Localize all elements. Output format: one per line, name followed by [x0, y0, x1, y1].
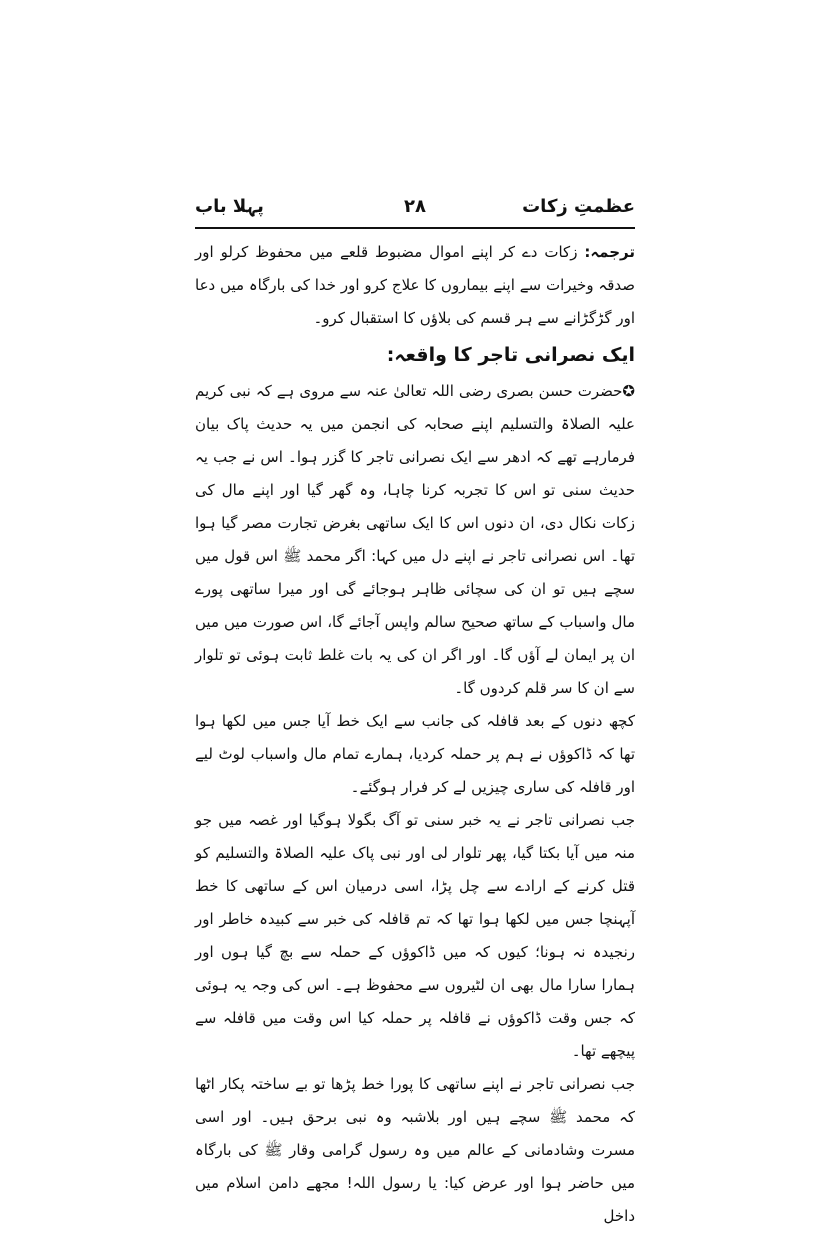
paragraph: جب نصرانی تاجر نے اپنے ساتھی کا پورا خط پڑھا تو بے ساختہ پکار اٹھا کہ محمد ﷺ سچے ہیں اور بلاشبہ وہ نبی برحق ہیں۔ اور اسی مسرت وشادمانی کے عالم میں وہ رسول گرامی وقار ﷺ کی بارگاہ میں حاضر ہوا اور عرض کیا: یا رسول اللہ! مجھے دامن اسلام میں داخل — [195, 1075, 635, 1225]
book-title: عظمتِ زکات — [522, 196, 635, 217]
paragraph: کچھ دنوں کے بعد قافلہ کی جانب سے ایک خط آیا جس میں لکھا ہوا تھا کہ ڈاکوؤں نے ہم پر حملہ کردیا، ہمارے تمام مال واسباب لوٹ لیے اور قافلہ کی ساری چیزیں لے کر فرار ہوگئے۔ — [195, 712, 635, 796]
section-heading: ایک نصرانی تاجر کا واقعہ: — [386, 344, 635, 366]
paragraph: جب نصرانی تاجر نے یہ خبر سنی تو آگ بگولا ہوگیا اور غصہ میں جو منہ میں آیا بکتا گیا، پھر تلوار لی اور نبی پاک علیہ الصلاۃ والتسلیم کو قتل کرنے کے ارادے سے چل پڑا، اسی درمیان اس کے ساتھی کا خط آپہنچا جس میں لکھا ہوا تھا کہ تم قافلہ کی خبر سے کبیدہ خاطر اور رنجیدہ نہ ہونا؛ کیوں کہ میں ڈاکوؤں کے حملہ سے بچ گیا ہوں اور ہمارا سارا مال بھی ان لٹیروں سے محفوظ ہے۔ اس کی وجہ یہ ہوئی کہ جس وقت ڈاکوؤں نے قافلہ پر حملہ کیا اس وقت میں قافلہ سے پیچھے تھا۔ — [195, 811, 635, 1060]
translation-label: ترجمہ: — [584, 243, 635, 261]
chapter-name: پہلا باب — [195, 196, 264, 217]
body-text — [195, 236, 635, 1233]
translation-paragraph — [195, 236, 635, 335]
translation-text: زکات دے کر اپنے اموال مضبوط قلعے میں محفوظ کرلو اور صدقہ وخیرات سے اپنے بیماروں کا علاج کرو اور خدا کی بارگاہ میں دعا اور گڑگڑانے سے ہر قسم کی بلاؤں کا استقبال کرو۔ — [195, 243, 635, 327]
header-rule — [195, 227, 635, 229]
paragraph: ✪حضرت حسن بصری رضی اللہ تعالیٰ عنہ سے مروی ہے کہ نبی کریم علیہ الصلاۃ والتسلیم اپنے صحابہ کی انجمن میں یہ حدیث پاک بیان فرمارہے تھے کہ ادھر سے ایک نصرانی تاجر کا گزر ہوا۔ اس نے جب یہ حدیث سنی تو اس کا تجربہ کرنا چاہا، وہ گھر گیا اور اپنے مال کی زکات نکال دی، ان دنوں اس کا ایک ساتھی بغرض تجارت مصر گیا ہوا تھا۔ اس نصرانی تاجر نے اپنے دل میں کہا: اگر محمد ﷺ اس قول میں سچے ہیں تو ان کی سچائی ظاہر ہوجائے گی اور میرا ساتھی پورے مال واسباب کے ساتھ صحیح سالم واپس آجائے گا، اس صورت میں میں ان پر ایمان لے آؤں گا۔ اور اگر ان کی یہ بات غلط ثابت ہوئی تو تلوار سے ان کا سر قلم کردوں گا۔ — [195, 382, 635, 697]
page-number: ۲۸ — [404, 196, 426, 217]
running-header — [195, 196, 635, 226]
